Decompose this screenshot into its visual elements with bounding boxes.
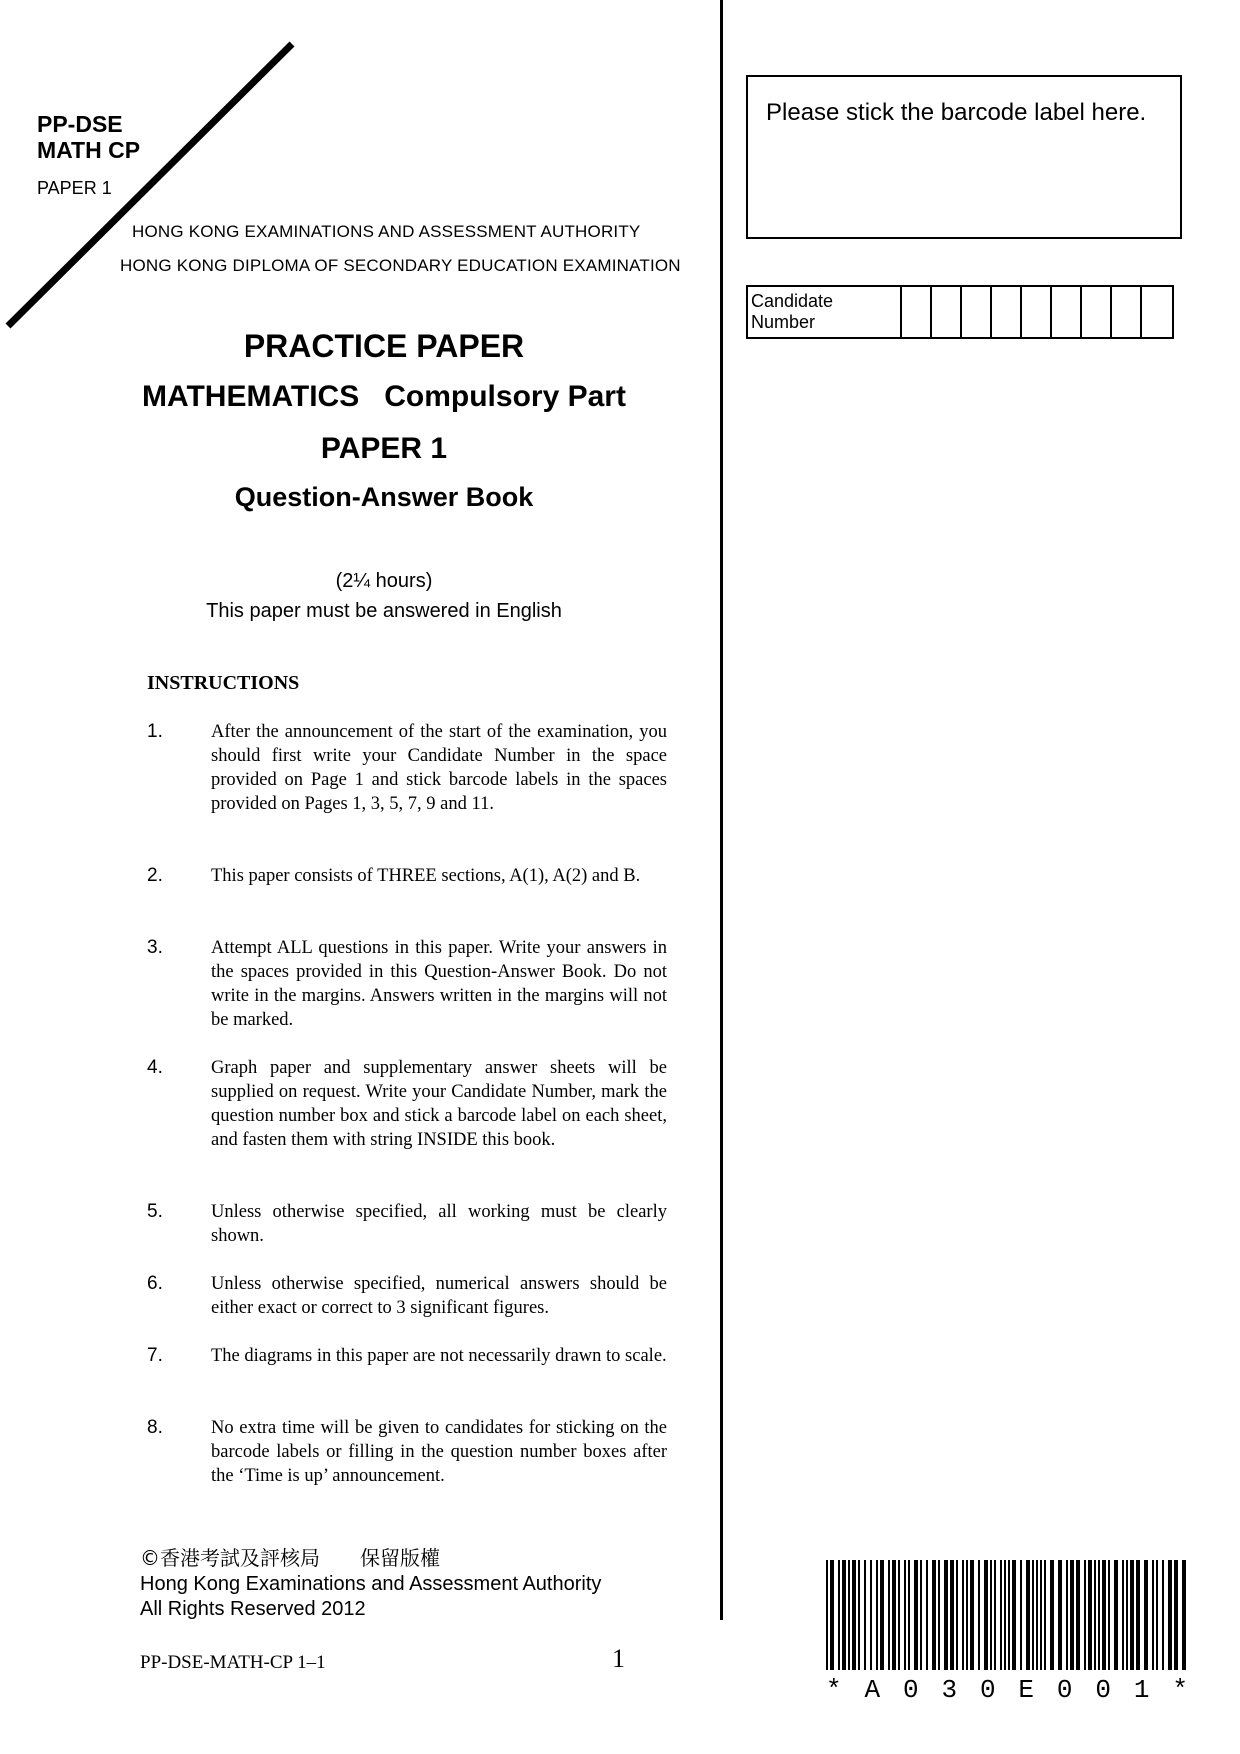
candidate-digit-box[interactable]	[1082, 287, 1112, 337]
paper-code-line1: PP-DSE	[37, 111, 123, 137]
instructions-heading: INSTRUCTIONS	[147, 672, 300, 694]
book-title: Question-Answer Book	[234, 482, 534, 512]
barcode-char: *	[826, 1675, 842, 1705]
barcode-char: 0	[979, 1675, 996, 1705]
instruction-text: Unless otherwise specified, all working must be clearly shown.	[211, 1202, 667, 1246]
barcode-icon	[826, 1560, 1188, 1670]
candidate-digit-box[interactable]	[902, 287, 932, 337]
instruction-number: 5.	[147, 1201, 163, 1222]
instruction-item	[147, 936, 667, 1032]
barcode-char: E	[1018, 1675, 1035, 1705]
practice-paper-title: PRACTICE PAPER	[243, 328, 525, 364]
duration: (2¼ hours)	[335, 570, 433, 592]
instruction-text: This paper consists of THREE sections, A(1), A(2) and B.	[211, 866, 641, 886]
instruction-text: Unless otherwise specified, numerical answers should be either exact or correct to 3 significant figures.	[211, 1274, 667, 1318]
instruction-number: 1.	[147, 721, 163, 742]
instruction-item	[147, 864, 667, 888]
candidate-number-boxes[interactable]	[902, 287, 1172, 337]
candidate-number-field[interactable]	[746, 285, 1174, 339]
barcode-label-area	[746, 75, 1182, 239]
paper-code-line2: MATH CP	[37, 137, 141, 163]
barcode-char: 1	[1133, 1675, 1150, 1705]
barcode-char: *	[1172, 1675, 1188, 1705]
barcode-char: 0	[1095, 1675, 1111, 1705]
candidate-digit-box[interactable]	[992, 287, 1022, 337]
barcode-text	[826, 1675, 1188, 1705]
copyright-chinese: ©香港考試及評核局 保留版權	[140, 1546, 440, 1570]
barcode-label-instruction: Please stick the barcode label here.	[766, 99, 1147, 126]
instruction-item	[147, 1056, 667, 1152]
instruction-text: No extra time will be given to candidates for sticking on the barcode labels or filling in the question number boxes after the ‘Time is up’ announcement.	[211, 1418, 667, 1486]
copyright-rights: All Rights Reserved 2012	[140, 1598, 366, 1620]
candidate-digit-box[interactable]	[962, 287, 992, 337]
page-number: 1	[612, 1644, 625, 1673]
instruction-text: After the announcement of the start of the examination, you should first write your Candidate Number in the space provided on Page 1 and stick barcode labels in the spaces provided on Pages 1, 3, 5, 7, 9 and 11.	[211, 722, 667, 814]
instruction-number: 8.	[147, 1417, 163, 1438]
barcode-char: A	[864, 1675, 881, 1705]
footer-paper-code: PP-DSE-MATH-CP 1–1	[140, 1652, 326, 1673]
subject-title: MATHEMATICS Compulsory Part	[142, 380, 626, 413]
vertical-divider	[720, 0, 723, 1620]
instruction-item	[147, 1344, 667, 1368]
instruction-number: 3.	[147, 937, 163, 958]
exam-name: HONG KONG DIPLOMA OF SECONDARY EDUCATION EXAMINATION	[120, 256, 681, 275]
barcode-char: 0	[1056, 1675, 1073, 1705]
candidate-digit-box[interactable]	[1142, 287, 1172, 337]
instruction-item	[147, 1200, 667, 1248]
candidate-digit-box[interactable]	[1112, 287, 1142, 337]
instruction-item	[147, 1416, 667, 1488]
copyright-authority: Hong Kong Examinations and Assessment Authority	[140, 1573, 602, 1595]
barcode-char: 3	[941, 1675, 958, 1705]
candidate-digit-box[interactable]	[1022, 287, 1052, 337]
instruction-item	[147, 720, 667, 816]
paper-tag: PAPER 1	[37, 178, 112, 198]
paper-title: PAPER 1	[320, 432, 448, 465]
instruction-number: 2.	[147, 865, 163, 886]
candidate-digit-box[interactable]	[932, 287, 962, 337]
instruction-text: The diagrams in this paper are not necessarily drawn to scale.	[211, 1346, 667, 1366]
instruction-text: Attempt ALL questions in this paper. Write your answers in the spaces provided in this Question-Answer Book. Do not write in the margins. Answers written in the margins will not be marked.	[211, 938, 667, 1030]
barcode-char: 0	[902, 1675, 919, 1705]
candidate-number-label: Candidate Number	[748, 287, 902, 337]
instruction-number: 6.	[147, 1273, 163, 1294]
language-note: This paper must be answered in English	[206, 600, 562, 622]
instruction-number: 7.	[147, 1345, 163, 1366]
instruction-number: 4.	[147, 1057, 163, 1078]
authority-name: HONG KONG EXAMINATIONS AND ASSESSMENT AUTHORITY	[132, 222, 641, 241]
instruction-item	[147, 1272, 667, 1320]
candidate-digit-box[interactable]	[1052, 287, 1082, 337]
instruction-text: Graph paper and supplementary answer sheets will be supplied on request. Write your Candidate Number, mark the question number box and stick a barcode label on each sheet, and fasten them with string INSIDE this book.	[211, 1058, 667, 1150]
